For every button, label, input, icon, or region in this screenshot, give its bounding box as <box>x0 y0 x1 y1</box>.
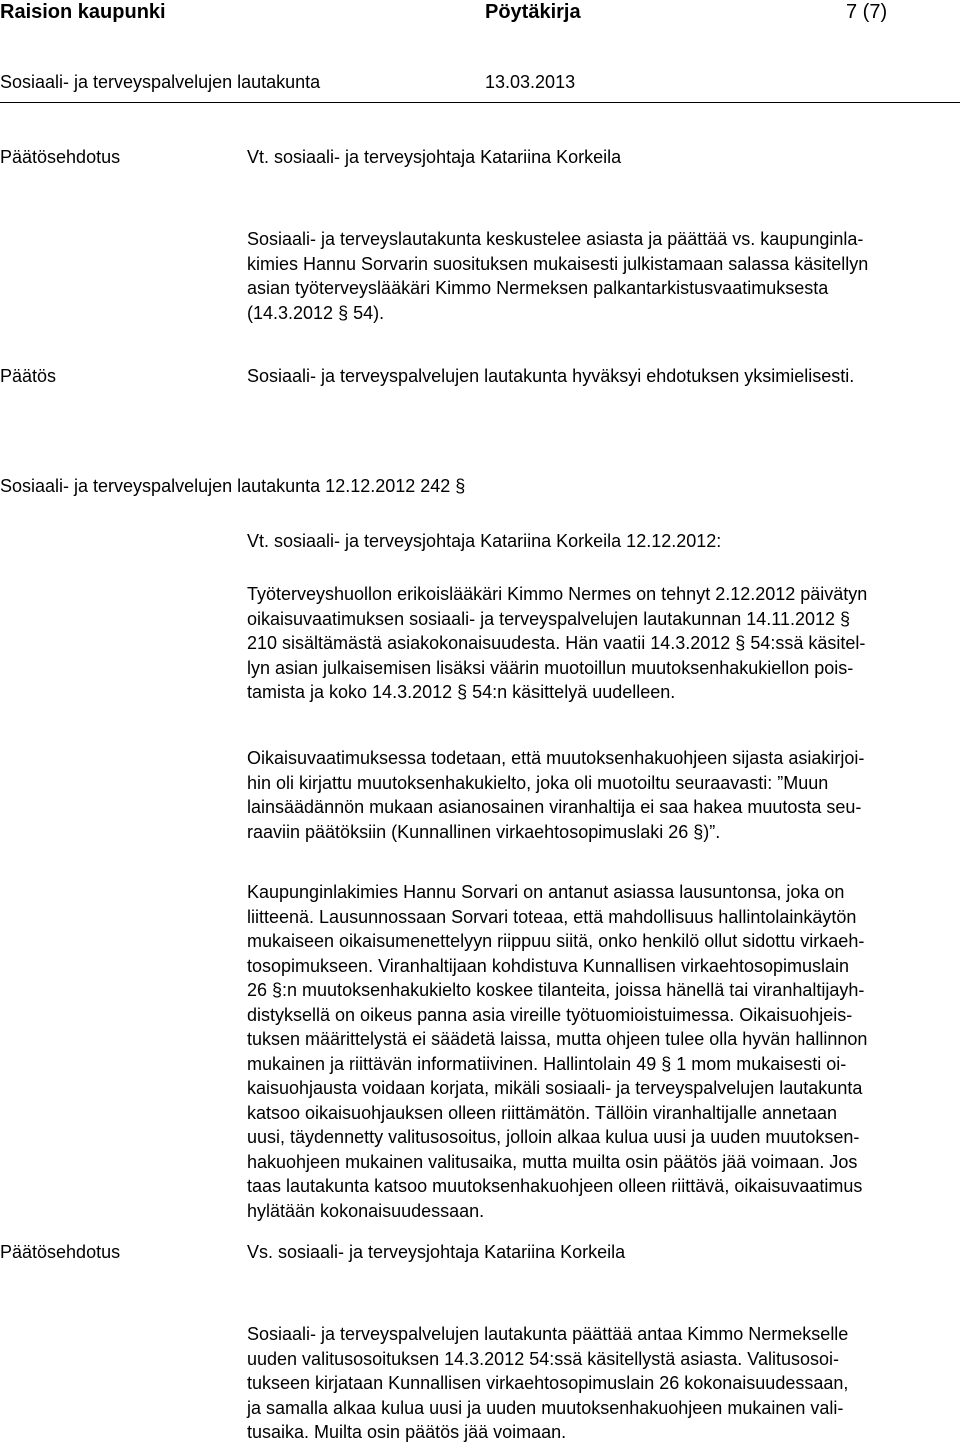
text-line: raaviin päätöksiin (Kunnallinen virkaehtosopimuslaki 26 §)”. <box>247 821 721 842</box>
text-line: (14.3.2012 § 54). <box>247 302 385 323</box>
committee-name: Sosiaali- ja terveyspalvelujen lautakunta <box>0 72 321 92</box>
document-type: Pöytäkirja <box>485 1 581 23</box>
text-line: oikaisuvaatimuksen sosiaali- ja terveyspalvelujen lautakunnan 14.11.2012 § <box>247 608 851 629</box>
text-line: asian työterveyslääkäri Kimmo Nermeksen palkantarkistusvaatimuksesta <box>247 278 829 298</box>
paragraph-3 <box>247 880 959 1223</box>
text-line: tukseen kirjataan Kunnallisen virkaehtosopimuslain 26 kokonaisuudessaan, <box>247 1373 849 1393</box>
text-line: Työterveyshuollon erikoislääkäri Kimmo Nermes on tehnyt 2.12.2012 päivätyn <box>247 584 868 604</box>
paragraph-1 <box>247 582 959 705</box>
text-line: ja samalla alkaa kulua uusi ja uuden muutoksenhakuohjeen mukainen vali- <box>247 1397 844 1418</box>
text-line: uusi, täydennetty valitusosoitus, jolloin alkaa kulua uusi ja uuden muutoksen- <box>247 1127 860 1147</box>
text-line: tuksen määrittelystä ei säädetä laissa, mutta ohjeen tulee olla hyvän hallinnon <box>247 1029 868 1049</box>
text-line: hylätään kokonaisuudessaan. <box>247 1200 485 1221</box>
proposer: Vt. sosiaali- ja terveysjohtaja Katariina Korkeila <box>247 147 622 167</box>
text-line: hakuohjeen mukainen valitusaika, mutta muilta osin päätös jää voimaan. Jos <box>247 1151 858 1172</box>
text-line: Sosiaali- ja terveyslautakunta keskustelee asiasta ja päättää vs. kaupunginla- <box>247 229 864 249</box>
text-line: 26 §:n muutoksenhakukielto koskee tilanteita, joissa hänellä tai viranhaltijayh- <box>247 980 865 1000</box>
proposal-label: Päätösehdotus <box>0 147 121 167</box>
meeting-date: 13.03.2013 <box>485 72 576 92</box>
text-line: 210 sisältämästä asiakokonaisuudesta. Hän vaatii 14.3.2012 § 54:ssä käsitel- <box>247 633 866 653</box>
text-line: katsoo oikaisuohjauksen olleen riittämätön. Tällöin viranhaltijalle annetaan <box>247 1102 838 1123</box>
text-line: Sosiaali- ja terveyspalvelujen lautakunta päättää antaa Kimmo Nermekselle <box>247 1324 849 1344</box>
org-name: Raision kaupunki <box>0 1 166 23</box>
header-divider <box>0 102 960 103</box>
decision-label: Päätös <box>0 366 57 386</box>
text-line: kaisuohjausta voidaan korjata, mikäli sosiaali- ja terveyspalvelujen lautakunta <box>247 1078 863 1098</box>
proposal-text <box>247 227 959 325</box>
text-line: tosopimukseen. Viranhaltijaan kohdistuva Kunnallisen virkaehtosopimuslain <box>247 955 850 976</box>
text-line: liitteenä. Lausunnossaan Sorvari toteaa, että mahdollisuus hallintolainkäytön <box>247 906 857 927</box>
text-line: uuden valitusosoituksen 14.3.2012 54:ssä käsitellystä asiasta. Valitusosoi- <box>247 1348 840 1369</box>
text-line: Kaupunginlakimies Hannu Sorvari on antanut asiassa lausuntonsa, joka on <box>247 882 845 902</box>
text-line: distyksellä on oikeus panna asia vireille työtuomioistuimessa. Oikaisuohjeis- <box>247 1004 853 1025</box>
text-line: hin oli kirjattu muutoksenhakukielto, joka oli muotoiltu seuraavasti: ”Muun <box>247 772 829 793</box>
text-line: tusaika. Muilta osin päätös jää voimaan. <box>247 1422 567 1442</box>
final-decision-text <box>247 1322 959 1445</box>
decision-text: Sosiaali- ja terveyspalvelujen lautakunta hyväksyi ehdotuksen yksimielisesti. <box>247 366 855 386</box>
paragraph-2 <box>247 746 959 844</box>
proposal-label-2: Päätösehdotus <box>0 1242 121 1262</box>
text-line: tamista ja koko 14.3.2012 § 54:n käsittelyä uudelleen. <box>247 682 676 702</box>
text-line: taas lautakunta katsoo muutoksenhakuohjeen olleen riittävä, oikaisuvaatimus <box>247 1176 863 1196</box>
text-line: Oikaisuvaatimuksessa todetaan, että muutoksenhakuohjeen sijasta asiakirjoi- <box>247 748 865 768</box>
text-line: lyn asian julkaisemisen lisäksi väärin muotoillun muutoksenhakukiellon pois- <box>247 657 854 678</box>
section-heading: Sosiaali- ja terveyspalvelujen lautakunta 12.12.2012 242 § <box>0 476 466 496</box>
text-line: kimies Hannu Sorvarin suosituksen mukaisesti julkistamaan salassa käsitellyn <box>247 253 869 274</box>
proposer-2: Vs. sosiaali- ja terveysjohtaja Katariina Korkeila <box>247 1242 626 1262</box>
text-line: mukaiseen oikaisumenettelyyn riippuu siitä, onko henkilö ollut sidottu virkaeh- <box>247 931 865 951</box>
preparer: Vt. sosiaali- ja terveysjohtaja Katariina Korkeila 12.12.2012: <box>247 531 722 551</box>
page-number: 7 (7) <box>846 1 888 23</box>
text-line: mukainen ja riittävän informatiivinen. Hallintolain 49 § 1 mom mukaisesti oi- <box>247 1053 847 1074</box>
text-line: lainsäädännön mukaan asianosainen viranhaltija ei saa hakea muutosta seu- <box>247 797 862 817</box>
